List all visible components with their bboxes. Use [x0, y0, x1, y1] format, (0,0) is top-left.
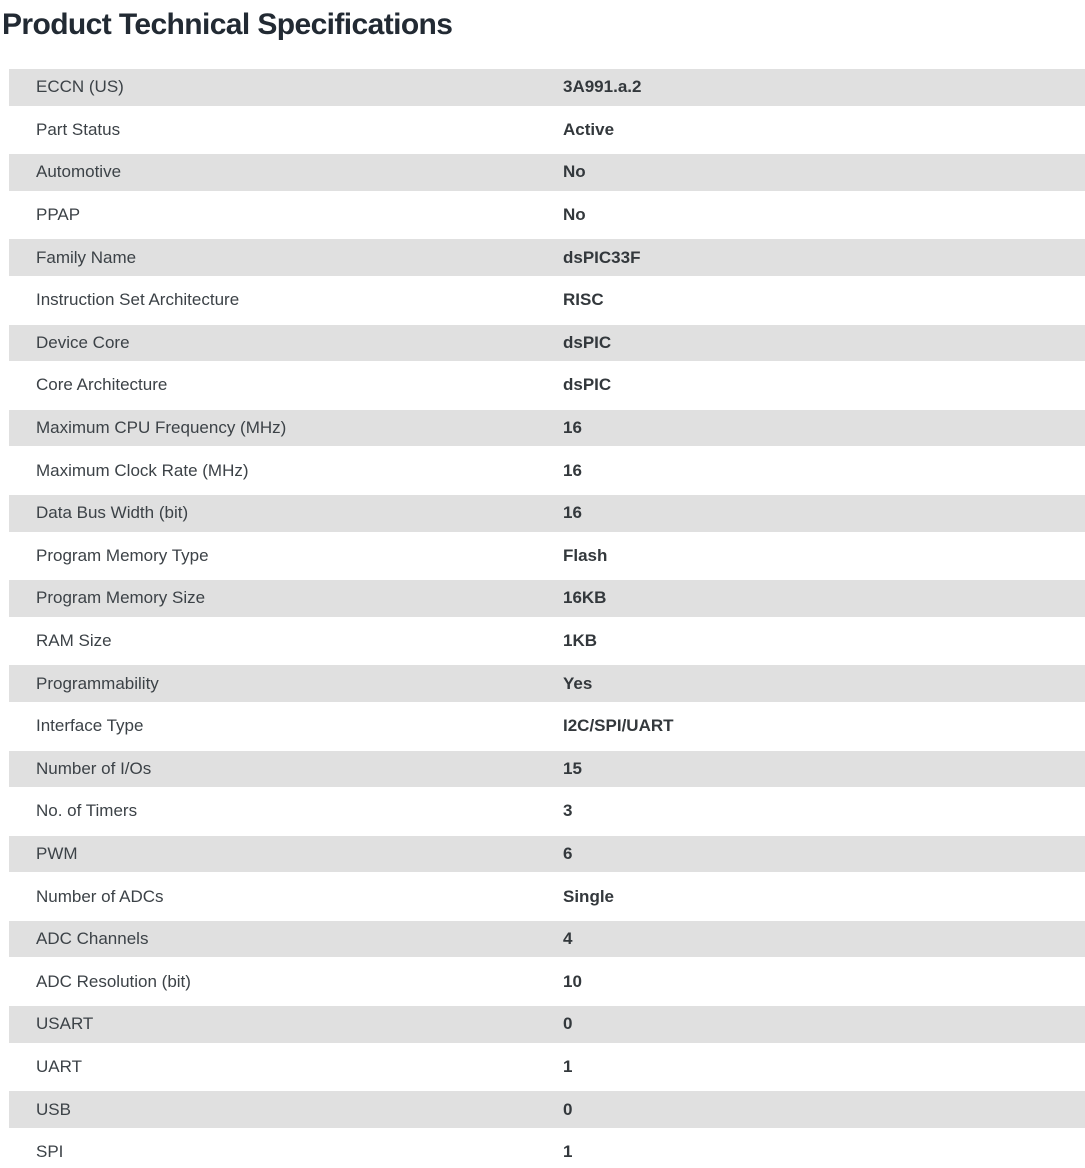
- spec-row: [9, 407, 1085, 450]
- spec-label: Number of ADCs: [36, 886, 164, 906]
- spec-label: RAM Size: [36, 631, 112, 651]
- spec-label: PWM: [36, 843, 78, 863]
- spec-label: No. of Timers: [36, 801, 138, 821]
- spec-row: [9, 449, 1085, 492]
- spec-value: 3: [563, 801, 573, 821]
- spec-value: No: [563, 205, 586, 225]
- spec-label: Automotive: [36, 162, 122, 182]
- page-title: Product Technical Specifications: [2, 8, 453, 41]
- spec-row: [9, 492, 1085, 535]
- spec-row: [9, 151, 1085, 194]
- spec-label: Maximum CPU Frequency (MHz): [36, 418, 287, 438]
- spec-value: 6: [563, 843, 573, 863]
- spec-label: Interface Type: [36, 716, 144, 736]
- spec-value: Active: [563, 119, 615, 139]
- spec-value: I2C/SPI/UART: [563, 716, 674, 736]
- spec-row: [9, 279, 1085, 322]
- spec-value: dsPIC33F: [563, 247, 641, 267]
- spec-row: [9, 1003, 1085, 1046]
- spec-value: 3A991.a.2: [563, 77, 642, 97]
- spec-label: Data Bus Width (bit): [36, 503, 189, 523]
- spec-row: [9, 790, 1085, 833]
- spec-row: [9, 66, 1085, 109]
- spec-row: [9, 705, 1085, 748]
- spec-label: Maximum Clock Rate (MHz): [36, 460, 249, 480]
- spec-value: Yes: [563, 673, 593, 693]
- spec-label: ECCN (US): [36, 77, 124, 97]
- spec-value: 4: [563, 929, 573, 949]
- spec-label: UART: [36, 1056, 82, 1076]
- spec-row: [9, 875, 1085, 918]
- spec-value: 0: [563, 1099, 573, 1119]
- spec-label: ADC Resolution (bit): [36, 971, 191, 991]
- spec-label: ADC Channels: [36, 929, 149, 949]
- spec-table: [9, 66, 1085, 1168]
- spec-row: [9, 535, 1085, 578]
- spec-row: [9, 1131, 1085, 1168]
- spec-value: 1: [563, 1142, 573, 1162]
- spec-row: [9, 833, 1085, 876]
- spec-row: [9, 620, 1085, 663]
- spec-label: Number of I/Os: [36, 758, 152, 778]
- spec-value: 16: [563, 503, 582, 523]
- spec-label: SPI: [36, 1142, 64, 1162]
- spec-row: [9, 194, 1085, 237]
- spec-label: Part Status: [36, 119, 121, 139]
- spec-row: [9, 109, 1085, 152]
- spec-row: [9, 960, 1085, 1003]
- spec-value: 1KB: [563, 631, 598, 651]
- spec-value: Flash: [563, 545, 608, 565]
- spec-row: [9, 918, 1085, 961]
- spec-row: [9, 577, 1085, 620]
- spec-value: RISC: [563, 290, 604, 310]
- spec-label: Instruction Set Architecture: [36, 290, 240, 310]
- spec-row: [9, 748, 1085, 791]
- spec-value: 0: [563, 1014, 573, 1034]
- spec-row: [9, 662, 1085, 705]
- spec-label: PPAP: [36, 205, 81, 225]
- spec-label: Family Name: [36, 247, 137, 267]
- spec-row: [9, 1046, 1085, 1089]
- spec-value: 10: [563, 971, 582, 991]
- spec-label: Programmability: [36, 673, 159, 693]
- spec-value: dsPIC: [563, 332, 612, 352]
- spec-row: [9, 322, 1085, 365]
- spec-row: [9, 1088, 1085, 1131]
- spec-value: 15: [563, 758, 582, 778]
- spec-label: Device Core: [36, 332, 130, 352]
- spec-row: [9, 364, 1085, 407]
- spec-value: 16KB: [563, 588, 607, 608]
- spec-label: Program Memory Type: [36, 545, 209, 565]
- spec-value: dsPIC: [563, 375, 612, 395]
- spec-value: Single: [563, 886, 615, 906]
- spec-value: 1: [563, 1056, 573, 1076]
- spec-label: Core Architecture: [36, 375, 168, 395]
- spec-value: 16: [563, 418, 582, 438]
- spec-row: [9, 236, 1085, 279]
- spec-label: USART: [36, 1014, 94, 1034]
- spec-label: USB: [36, 1099, 71, 1119]
- spec-value: 16: [563, 460, 582, 480]
- spec-value: No: [563, 162, 586, 182]
- spec-label: Program Memory Size: [36, 588, 206, 608]
